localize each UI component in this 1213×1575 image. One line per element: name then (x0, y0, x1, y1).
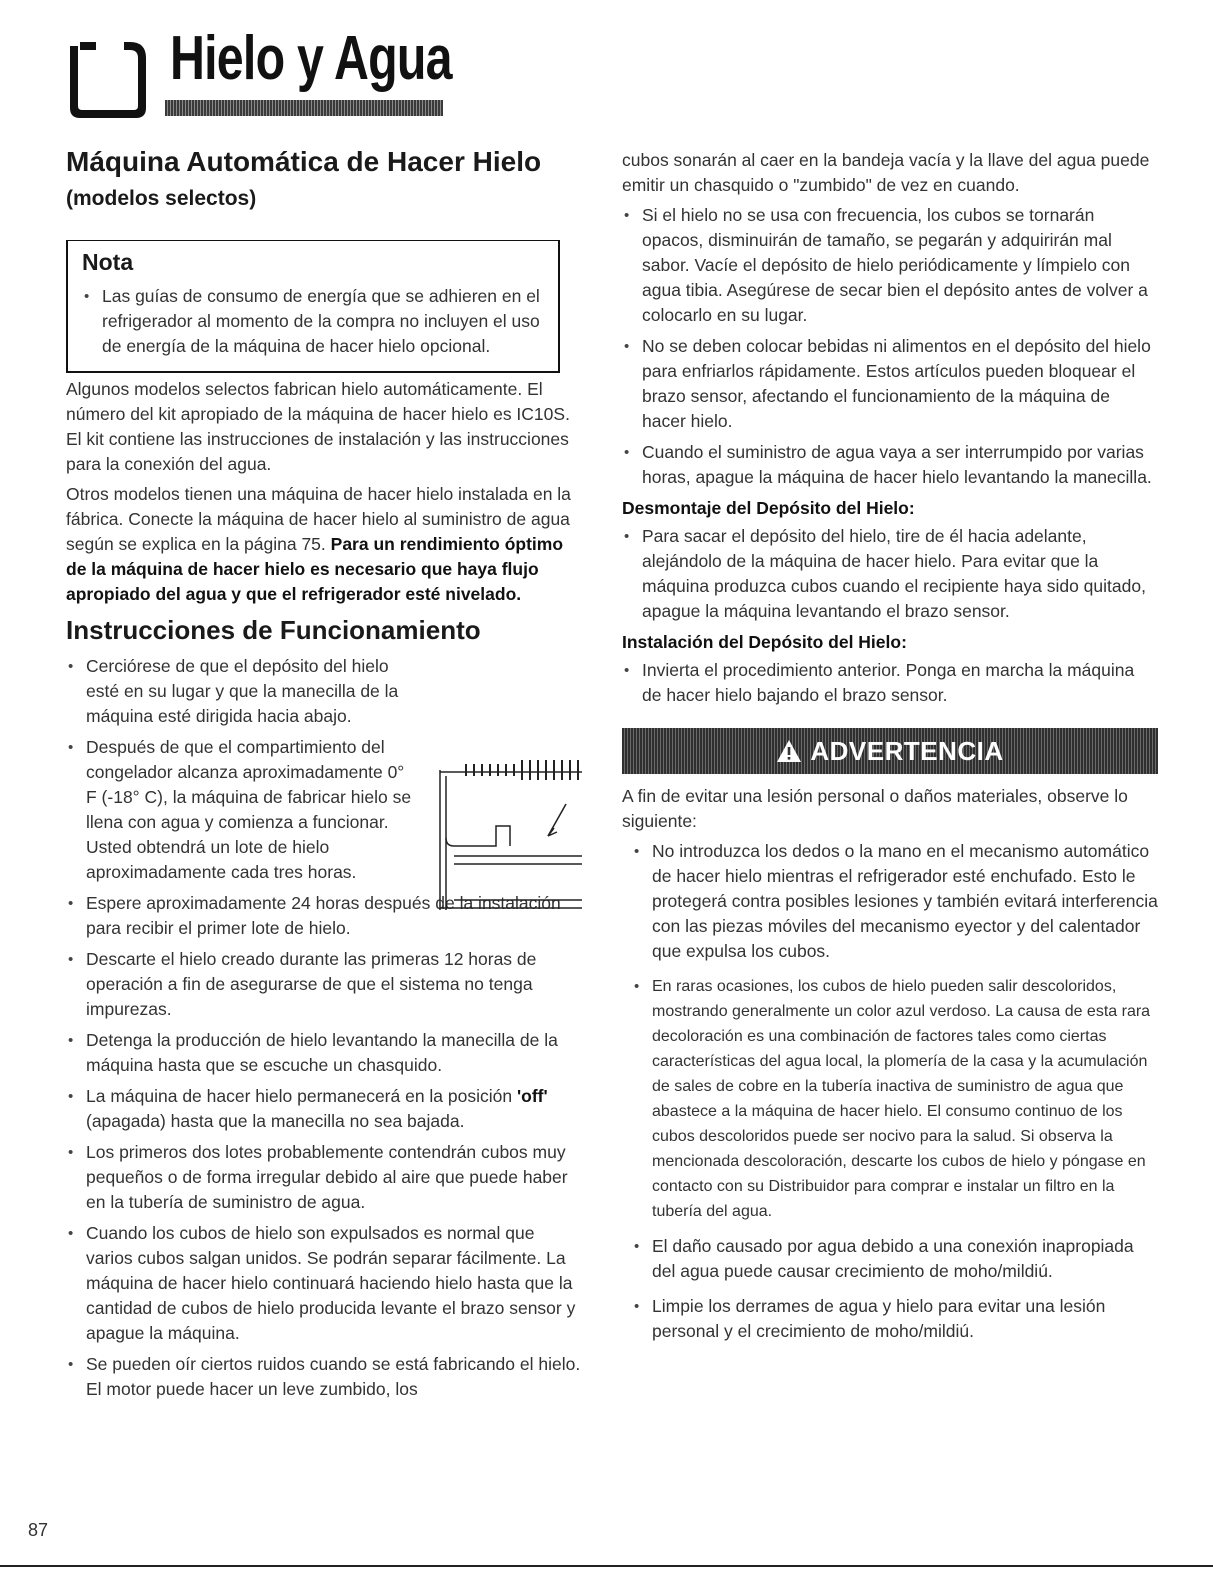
header-underline (165, 100, 443, 116)
factory-paragraph-text: Otros modelos tienen una máquina de hacer hielo instalada en la fábrica. Conecte la máquina de hacer hielo al suministro de agua según se explica en la página 75. (66, 484, 571, 554)
warning-banner (622, 728, 1158, 774)
warning-triangle-icon (776, 739, 802, 763)
note-box (66, 240, 560, 373)
continued-paragraph: cubos sonarán al caer en la bandeja vacía y la llave del agua puede emitir un chasquido o "zumbido" de vez en cuando. (622, 150, 1150, 195)
list-item: • Cerciórese de que el depósito del hielo esté en su lugar y que la manecilla de la máquina esté dirigida hacia abajo. (66, 654, 416, 729)
list-item-text: • Después de que el compartimiento del congelador alcanza aproximadamente 0° F (-18° C), la máquina de fabricar hielo se llena con agua y comienza a funcionar. Usted obtendrá un lote de hielo aproximadamente cada tres horas. (86, 737, 412, 882)
section-title (66, 145, 586, 216)
list-item: • Se pueden oír ciertos ruidos cuando se está fabricando el hielo. El motor puede hacer un leve zumbido, los (66, 1352, 586, 1402)
list-item: • Para sacar el depósito del hielo, tire de él hacia adelante, alejándolo de la máquina de hacer hielo. Para evitar que la máquina produzca cubos cuando el recipiente haya sido quitado, apague la máquina levantando el brazo sensor. (622, 524, 1158, 624)
intro-paragraph: Algunos modelos selectos fabrican hielo automáticamente. El número del kit apropiado de la máquina de hacer hielo es IC10S. El kit contiene las instrucciones de instalación y las instrucciones para la conexión del agua. (66, 379, 570, 474)
install-title: Instalación del Depósito del Hielo: (622, 632, 907, 652)
list-item: • Cuando los cubos de hielo son expulsados es normal que varios cubos salgan unidos. Se podrán separar fácilmente. La máquina de hacer hielo continuará haciendo hielo hasta que la cantidad de cubos de hielo producida levante el brazo sensor y apague la máquina. (66, 1221, 586, 1346)
off-item-pre: La máquina de hacer hielo permanecerá en la posición (86, 1086, 517, 1106)
warning-intro: A fin de evitar una lesión personal o daños materiales, observe lo siguiente: (622, 786, 1128, 831)
warning-title: ADVERTENCIA (810, 735, 1004, 766)
list-item: • Los primeros dos lotes probablemente contendrán cubos muy pequeños o de forma irregular debido al aire que puede haber en la tubería de suministro de agua. (66, 1140, 586, 1215)
list-item: • No introduzca los dedos o la mano en el mecanismo automático de hacer hielo mientras el refrigerador esté enchufado. Esto le protegerá contra posibles lesiones y también evitará interferencia con las piezas móviles del mecanismo eyector y del calentador que expulsa los cubos. (632, 839, 1158, 964)
page-number: 87 (28, 1520, 49, 1540)
off-item-bold: 'off' (516, 1086, 548, 1106)
list-item: • Detenga la producción de hielo levantando la manecilla de la máquina hasta que se escuche un chasquido. (66, 1028, 586, 1078)
section-title-text: Máquina Automática de Hacer Hielo (66, 146, 542, 177)
instructions-title: Instrucciones de Funcionamiento (66, 615, 481, 645)
bottom-rule (0, 1565, 1213, 1567)
ice-maker-illustration (436, 760, 584, 920)
list-item: • Descarte el hielo creado durante las primeras 12 horas de operación a fin de asegurarse de que el sistema no tenga impurezas. (66, 947, 586, 1022)
section-title-suffix: (modelos selectos) (66, 187, 257, 210)
list-item: • Si el hielo no se usa con frecuencia, los cubos se tornarán opacos, disminuirán de tamaño, se pegarán y adquirirán mal sabor. Vacíe el depósito de hielo periódicamente y límpielo con agua tibia. Asegúrese de secar bien el depósito antes de volver a colocarlo en su lugar. (622, 203, 1158, 328)
ice-cube-icon (66, 38, 150, 122)
list-item: • Invierta el procedimiento anterior. Ponga en marcha la máquina de hacer hielo bajando el brazo sensor. (622, 658, 1158, 708)
page-header-title: Hielo y Agua (170, 24, 452, 93)
right-column (622, 148, 1158, 1354)
list-item: • No se deben colocar bebidas ni alimentos en el depósito del hielo para enfriarlos rápidamente. Estos artículos pueden bloquear el brazo sensor, afectando el funcionamiento de la máquina de hacer hielo. (622, 334, 1158, 434)
note-title: Nota (82, 249, 134, 275)
list-item: • Limpie los derrames de agua y hielo para evitar una lesión personal y el crecimiento de moho/mildiú. (632, 1294, 1158, 1344)
list-item: • En raras ocasiones, los cubos de hielo pueden salir descoloridos, mostrando generalmente un color azul verdoso. La causa de esta rara decoloración es una combinación de factores tales como ciertas características del agua local, la plomería de la casa y la acumulación de sales de cobre en la tubería inactiva de suministro de agua que abastece a la máquina de hacer hielo. El consumo continuo de los cubos descoloridos puede ser nocivo para la salud. Si observa la mencionada descoloración, descarte los cubos de hielo y póngase en contacto con su Distribuidor para comprar e instalar un filtro en la tubería del agua. (632, 974, 1158, 1224)
warning-list (632, 839, 1158, 1344)
removal-title: Desmontaje del Depósito del Hielo: (622, 498, 915, 518)
off-item-post: (apagada) hasta que la manecilla no sea bajada. (86, 1111, 465, 1131)
factory-paragraph (66, 482, 586, 607)
list-item: • El daño causado por agua debido a una conexión inapropiada del agua puede causar crecimiento de moho/mildiú. (632, 1234, 1158, 1284)
note-item: • Las guías de consumo de energía que se adhieren en el refrigerador al momento de la compra no incluyen el uso de energía de la máquina de hacer hielo opcional. (82, 284, 550, 359)
list-item: • Espere aproximadamente 24 horas después de la instalación para recibir el primer lote de hielo. (66, 891, 586, 941)
tips-list (622, 203, 1158, 490)
list-item: • Cuando el suministro de agua vaya a ser interrumpido por varias horas, apague la máquina de hacer hielo levantando la manecilla. (622, 440, 1158, 490)
list-item (66, 1084, 586, 1134)
factory-paragraph-bold: Para un rendimiento óptimo de la máquina de hacer hielo es necesario que haya flujo apropiado del agua y que el refrigerador esté nivelado. (66, 534, 564, 604)
